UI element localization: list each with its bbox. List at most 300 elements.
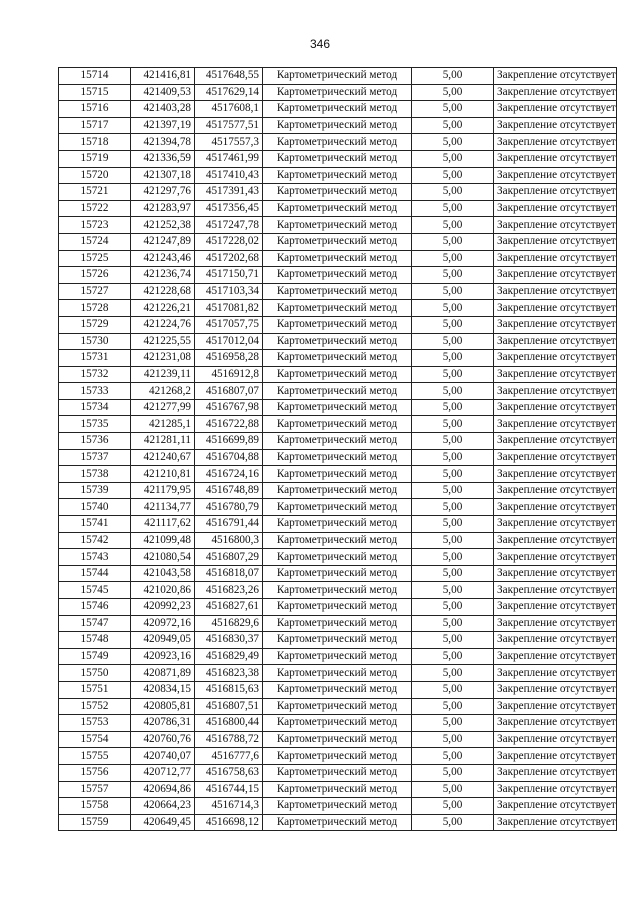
x-coordinate-cell: 421236,74 xyxy=(131,267,195,284)
accuracy-cell: 5,00 xyxy=(412,632,494,649)
point-number-cell: 15730 xyxy=(59,333,131,350)
accuracy-cell: 5,00 xyxy=(412,233,494,250)
table-row xyxy=(59,150,617,167)
y-coordinate-cell: 4516815,63 xyxy=(195,681,263,698)
x-coordinate-cell: 421224,76 xyxy=(131,316,195,333)
y-coordinate-cell: 4516818,07 xyxy=(195,565,263,582)
y-coordinate-cell: 4517461,99 xyxy=(195,150,263,167)
accuracy-cell: 5,00 xyxy=(412,748,494,765)
table-row xyxy=(59,68,617,85)
accuracy-cell: 5,00 xyxy=(412,383,494,400)
fixing-cell: Закрепление отсутствует xyxy=(494,333,617,350)
y-coordinate-cell: 4516788,72 xyxy=(195,731,263,748)
fixing-cell: Закрепление отсутствует xyxy=(494,366,617,383)
x-coordinate-cell: 421080,54 xyxy=(131,549,195,566)
table-row xyxy=(59,267,617,284)
accuracy-cell: 5,00 xyxy=(412,300,494,317)
table-row xyxy=(59,466,617,483)
x-coordinate-cell: 421247,89 xyxy=(131,233,195,250)
table-row xyxy=(59,499,617,516)
y-coordinate-cell: 4516829,49 xyxy=(195,648,263,665)
x-coordinate-cell: 421297,76 xyxy=(131,184,195,201)
point-number-cell: 15735 xyxy=(59,416,131,433)
accuracy-cell: 5,00 xyxy=(412,316,494,333)
fixing-cell: Закрепление отсутствует xyxy=(494,648,617,665)
accuracy-cell: 5,00 xyxy=(412,781,494,798)
y-coordinate-cell: 4516823,38 xyxy=(195,665,263,682)
accuracy-cell: 5,00 xyxy=(412,68,494,85)
point-number-cell: 15722 xyxy=(59,200,131,217)
accuracy-cell: 5,00 xyxy=(412,167,494,184)
point-number-cell: 15747 xyxy=(59,615,131,632)
method-cell: Картометрический метод xyxy=(263,499,412,516)
accuracy-cell: 5,00 xyxy=(412,731,494,748)
point-number-cell: 15721 xyxy=(59,184,131,201)
x-coordinate-cell: 421228,68 xyxy=(131,283,195,300)
y-coordinate-cell: 4516704,88 xyxy=(195,449,263,466)
method-cell: Картометрический метод xyxy=(263,167,412,184)
method-cell: Картометрический метод xyxy=(263,582,412,599)
fixing-cell: Закрепление отсутствует xyxy=(494,433,617,450)
accuracy-cell: 5,00 xyxy=(412,532,494,549)
fixing-cell: Закрепление отсутствует xyxy=(494,549,617,566)
accuracy-cell: 5,00 xyxy=(412,599,494,616)
method-cell: Картометрический метод xyxy=(263,200,412,217)
point-number-cell: 15725 xyxy=(59,250,131,267)
coordinates-table xyxy=(58,67,617,831)
table-row xyxy=(59,184,617,201)
x-coordinate-cell: 420740,07 xyxy=(131,748,195,765)
x-coordinate-cell: 420949,05 xyxy=(131,632,195,649)
fixing-cell: Закрепление отсутствует xyxy=(494,399,617,416)
table-row xyxy=(59,200,617,217)
point-number-cell: 15757 xyxy=(59,781,131,798)
point-number-cell: 15745 xyxy=(59,582,131,599)
method-cell: Картометрический метод xyxy=(263,350,412,367)
x-coordinate-cell: 420992,23 xyxy=(131,599,195,616)
method-cell: Картометрический метод xyxy=(263,715,412,732)
y-coordinate-cell: 4517247,78 xyxy=(195,217,263,234)
fixing-cell: Закрепление отсутствует xyxy=(494,748,617,765)
x-coordinate-cell: 421409,53 xyxy=(131,84,195,101)
method-cell: Картометрический метод xyxy=(263,615,412,632)
fixing-cell: Закрепление отсутствует xyxy=(494,516,617,533)
accuracy-cell: 5,00 xyxy=(412,101,494,118)
point-number-cell: 15723 xyxy=(59,217,131,234)
method-cell: Картометрический метод xyxy=(263,333,412,350)
fixing-cell: Закрепление отсутствует xyxy=(494,532,617,549)
x-coordinate-cell: 421277,99 xyxy=(131,399,195,416)
method-cell: Картометрический метод xyxy=(263,101,412,118)
point-number-cell: 15755 xyxy=(59,748,131,765)
point-number-cell: 15717 xyxy=(59,117,131,134)
point-number-cell: 15729 xyxy=(59,316,131,333)
x-coordinate-cell: 421394,78 xyxy=(131,134,195,151)
table-row xyxy=(59,731,617,748)
point-number-cell: 15759 xyxy=(59,814,131,831)
fixing-cell: Закрепление отсутствует xyxy=(494,582,617,599)
x-coordinate-cell: 421285,1 xyxy=(131,416,195,433)
table-row xyxy=(59,217,617,234)
y-coordinate-cell: 4516767,98 xyxy=(195,399,263,416)
table-row xyxy=(59,698,617,715)
method-cell: Картометрический метод xyxy=(263,217,412,234)
y-coordinate-cell: 4517103,34 xyxy=(195,283,263,300)
method-cell: Картометрический метод xyxy=(263,466,412,483)
accuracy-cell: 5,00 xyxy=(412,350,494,367)
method-cell: Картометрический метод xyxy=(263,814,412,831)
table-row xyxy=(59,84,617,101)
x-coordinate-cell: 421252,38 xyxy=(131,217,195,234)
accuracy-cell: 5,00 xyxy=(412,399,494,416)
x-coordinate-cell: 420786,31 xyxy=(131,715,195,732)
y-coordinate-cell: 4516830,37 xyxy=(195,632,263,649)
point-number-cell: 15719 xyxy=(59,150,131,167)
point-number-cell: 15718 xyxy=(59,134,131,151)
y-coordinate-cell: 4517057,75 xyxy=(195,316,263,333)
method-cell: Картометрический метод xyxy=(263,731,412,748)
y-coordinate-cell: 4516748,89 xyxy=(195,482,263,499)
method-cell: Картометрический метод xyxy=(263,267,412,284)
y-coordinate-cell: 4517356,45 xyxy=(195,200,263,217)
x-coordinate-cell: 421336,59 xyxy=(131,150,195,167)
point-number-cell: 15738 xyxy=(59,466,131,483)
x-coordinate-cell: 421283,97 xyxy=(131,200,195,217)
table-row xyxy=(59,516,617,533)
method-cell: Картометрический метод xyxy=(263,798,412,815)
x-coordinate-cell: 421243,46 xyxy=(131,250,195,267)
y-coordinate-cell: 4516724,16 xyxy=(195,466,263,483)
table-row xyxy=(59,383,617,400)
y-coordinate-cell: 4517577,51 xyxy=(195,117,263,134)
method-cell: Картометрический метод xyxy=(263,300,412,317)
accuracy-cell: 5,00 xyxy=(412,549,494,566)
table-row xyxy=(59,681,617,698)
y-coordinate-cell: 4516780,79 xyxy=(195,499,263,516)
x-coordinate-cell: 421210,81 xyxy=(131,466,195,483)
y-coordinate-cell: 4516807,51 xyxy=(195,698,263,715)
x-coordinate-cell: 421397,19 xyxy=(131,117,195,134)
accuracy-cell: 5,00 xyxy=(412,814,494,831)
fixing-cell: Закрепление отсутствует xyxy=(494,715,617,732)
method-cell: Картометрический метод xyxy=(263,781,412,798)
point-number-cell: 15743 xyxy=(59,549,131,566)
point-number-cell: 15720 xyxy=(59,167,131,184)
point-number-cell: 15752 xyxy=(59,698,131,715)
fixing-cell: Закрепление отсутствует xyxy=(494,150,617,167)
accuracy-cell: 5,00 xyxy=(412,250,494,267)
fixing-cell: Закрепление отсутствует xyxy=(494,615,617,632)
table-row xyxy=(59,399,617,416)
method-cell: Картометрический метод xyxy=(263,565,412,582)
method-cell: Картометрический метод xyxy=(263,150,412,167)
y-coordinate-cell: 4516777,6 xyxy=(195,748,263,765)
y-coordinate-cell: 4517012,04 xyxy=(195,333,263,350)
point-number-cell: 15748 xyxy=(59,632,131,649)
method-cell: Картометрический метод xyxy=(263,283,412,300)
method-cell: Картометрический метод xyxy=(263,764,412,781)
point-number-cell: 15750 xyxy=(59,665,131,682)
y-coordinate-cell: 4516807,07 xyxy=(195,383,263,400)
accuracy-cell: 5,00 xyxy=(412,681,494,698)
table-row xyxy=(59,648,617,665)
table-row xyxy=(59,366,617,383)
table-row xyxy=(59,333,617,350)
method-cell: Картометрический метод xyxy=(263,366,412,383)
x-coordinate-cell: 420760,76 xyxy=(131,731,195,748)
method-cell: Картометрический метод xyxy=(263,449,412,466)
point-number-cell: 15739 xyxy=(59,482,131,499)
point-number-cell: 15715 xyxy=(59,84,131,101)
point-number-cell: 15734 xyxy=(59,399,131,416)
table-row xyxy=(59,532,617,549)
accuracy-cell: 5,00 xyxy=(412,648,494,665)
x-coordinate-cell: 421020,86 xyxy=(131,582,195,599)
table-row xyxy=(59,416,617,433)
fixing-cell: Закрепление отсутствует xyxy=(494,101,617,118)
point-number-cell: 15728 xyxy=(59,300,131,317)
method-cell: Картометрический метод xyxy=(263,698,412,715)
x-coordinate-cell: 420664,23 xyxy=(131,798,195,815)
table-row xyxy=(59,117,617,134)
point-number-cell: 15742 xyxy=(59,532,131,549)
x-coordinate-cell: 420649,45 xyxy=(131,814,195,831)
method-cell: Картометрический метод xyxy=(263,316,412,333)
method-cell: Картометрический метод xyxy=(263,599,412,616)
fixing-cell: Закрепление отсутствует xyxy=(494,681,617,698)
method-cell: Картометрический метод xyxy=(263,549,412,566)
method-cell: Картометрический метод xyxy=(263,416,412,433)
method-cell: Картометрический метод xyxy=(263,134,412,151)
accuracy-cell: 5,00 xyxy=(412,665,494,682)
x-coordinate-cell: 421134,77 xyxy=(131,499,195,516)
method-cell: Картометрический метод xyxy=(263,117,412,134)
accuracy-cell: 5,00 xyxy=(412,565,494,582)
x-coordinate-cell: 420871,89 xyxy=(131,665,195,682)
accuracy-cell: 5,00 xyxy=(412,499,494,516)
method-cell: Картометрический метод xyxy=(263,84,412,101)
table-row xyxy=(59,764,617,781)
method-cell: Картометрический метод xyxy=(263,68,412,85)
fixing-cell: Закрепление отсутствует xyxy=(494,283,617,300)
y-coordinate-cell: 4517557,3 xyxy=(195,134,263,151)
y-coordinate-cell: 4517648,55 xyxy=(195,68,263,85)
table-row xyxy=(59,549,617,566)
fixing-cell: Закрепление отсутствует xyxy=(494,632,617,649)
y-coordinate-cell: 4517391,43 xyxy=(195,184,263,201)
method-cell: Картометрический метод xyxy=(263,482,412,499)
table-row xyxy=(59,565,617,582)
accuracy-cell: 5,00 xyxy=(412,200,494,217)
x-coordinate-cell: 420834,15 xyxy=(131,681,195,698)
y-coordinate-cell: 4517608,1 xyxy=(195,101,263,118)
table-row xyxy=(59,665,617,682)
fixing-cell: Закрепление отсутствует xyxy=(494,499,617,516)
accuracy-cell: 5,00 xyxy=(412,184,494,201)
point-number-cell: 15716 xyxy=(59,101,131,118)
fixing-cell: Закрепление отсутствует xyxy=(494,184,617,201)
method-cell: Картометрический метод xyxy=(263,648,412,665)
method-cell: Картометрический метод xyxy=(263,399,412,416)
table-row xyxy=(59,814,617,831)
table-row xyxy=(59,798,617,815)
accuracy-cell: 5,00 xyxy=(412,117,494,134)
fixing-cell: Закрепление отсутствует xyxy=(494,698,617,715)
accuracy-cell: 5,00 xyxy=(412,715,494,732)
point-number-cell: 15732 xyxy=(59,366,131,383)
x-coordinate-cell: 421240,67 xyxy=(131,449,195,466)
point-number-cell: 15753 xyxy=(59,715,131,732)
x-coordinate-cell: 421179,95 xyxy=(131,482,195,499)
fixing-cell: Закрепление отсутствует xyxy=(494,117,617,134)
y-coordinate-cell: 4517202,68 xyxy=(195,250,263,267)
accuracy-cell: 5,00 xyxy=(412,615,494,632)
point-number-cell: 15756 xyxy=(59,764,131,781)
y-coordinate-cell: 4516722,88 xyxy=(195,416,263,433)
point-number-cell: 15733 xyxy=(59,383,131,400)
x-coordinate-cell: 420805,81 xyxy=(131,698,195,715)
table-row xyxy=(59,599,617,616)
fixing-cell: Закрепление отсутствует xyxy=(494,482,617,499)
y-coordinate-cell: 4516698,12 xyxy=(195,814,263,831)
accuracy-cell: 5,00 xyxy=(412,582,494,599)
fixing-cell: Закрепление отсутствует xyxy=(494,84,617,101)
y-coordinate-cell: 4516791,44 xyxy=(195,516,263,533)
accuracy-cell: 5,00 xyxy=(412,516,494,533)
method-cell: Картометрический метод xyxy=(263,250,412,267)
method-cell: Картометрический метод xyxy=(263,383,412,400)
table-row xyxy=(59,582,617,599)
point-number-cell: 15726 xyxy=(59,267,131,284)
accuracy-cell: 5,00 xyxy=(412,798,494,815)
table-row xyxy=(59,748,617,765)
fixing-cell: Закрепление отсутствует xyxy=(494,267,617,284)
table-row xyxy=(59,632,617,649)
fixing-cell: Закрепление отсутствует xyxy=(494,764,617,781)
y-coordinate-cell: 4516912,8 xyxy=(195,366,263,383)
fixing-cell: Закрепление отсутствует xyxy=(494,350,617,367)
fixing-cell: Закрепление отсутствует xyxy=(494,233,617,250)
fixing-cell: Закрепление отсутствует xyxy=(494,383,617,400)
method-cell: Картометрический метод xyxy=(263,681,412,698)
y-coordinate-cell: 4516800,3 xyxy=(195,532,263,549)
method-cell: Картометрический метод xyxy=(263,233,412,250)
table-row xyxy=(59,433,617,450)
page-number: 346 xyxy=(309,37,331,51)
x-coordinate-cell: 421231,08 xyxy=(131,350,195,367)
y-coordinate-cell: 4516807,29 xyxy=(195,549,263,566)
table-row xyxy=(59,101,617,118)
y-coordinate-cell: 4517081,82 xyxy=(195,300,263,317)
y-coordinate-cell: 4516699,89 xyxy=(195,433,263,450)
x-coordinate-cell: 421416,81 xyxy=(131,68,195,85)
method-cell: Картометрический метод xyxy=(263,632,412,649)
method-cell: Картометрический метод xyxy=(263,516,412,533)
method-cell: Картометрический метод xyxy=(263,184,412,201)
accuracy-cell: 5,00 xyxy=(412,416,494,433)
y-coordinate-cell: 4517629,14 xyxy=(195,84,263,101)
method-cell: Картометрический метод xyxy=(263,433,412,450)
fixing-cell: Закрепление отсутствует xyxy=(494,416,617,433)
fixing-cell: Закрепление отсутствует xyxy=(494,167,617,184)
x-coordinate-cell: 421225,55 xyxy=(131,333,195,350)
fixing-cell: Закрепление отсутствует xyxy=(494,781,617,798)
accuracy-cell: 5,00 xyxy=(412,433,494,450)
table-row xyxy=(59,233,617,250)
fixing-cell: Закрепление отсутствует xyxy=(494,731,617,748)
fixing-cell: Закрепление отсутствует xyxy=(494,68,617,85)
point-number-cell: 15724 xyxy=(59,233,131,250)
fixing-cell: Закрепление отсутствует xyxy=(494,565,617,582)
x-coordinate-cell: 421268,2 xyxy=(131,383,195,400)
y-coordinate-cell: 4516758,63 xyxy=(195,764,263,781)
table-row xyxy=(59,250,617,267)
x-coordinate-cell: 421099,48 xyxy=(131,532,195,549)
table-row xyxy=(59,350,617,367)
x-coordinate-cell: 420694,86 xyxy=(131,781,195,798)
point-number-cell: 15744 xyxy=(59,565,131,582)
point-number-cell: 15737 xyxy=(59,449,131,466)
x-coordinate-cell: 421403,28 xyxy=(131,101,195,118)
fixing-cell: Закрепление отсутствует xyxy=(494,449,617,466)
accuracy-cell: 5,00 xyxy=(412,150,494,167)
x-coordinate-cell: 421226,21 xyxy=(131,300,195,317)
y-coordinate-cell: 4517150,71 xyxy=(195,267,263,284)
x-coordinate-cell: 421307,18 xyxy=(131,167,195,184)
accuracy-cell: 5,00 xyxy=(412,283,494,300)
x-coordinate-cell: 421117,62 xyxy=(131,516,195,533)
y-coordinate-cell: 4516829,6 xyxy=(195,615,263,632)
x-coordinate-cell: 421281,11 xyxy=(131,433,195,450)
point-number-cell: 15714 xyxy=(59,68,131,85)
table-row xyxy=(59,482,617,499)
point-number-cell: 15751 xyxy=(59,681,131,698)
accuracy-cell: 5,00 xyxy=(412,482,494,499)
y-coordinate-cell: 4516958,28 xyxy=(195,350,263,367)
fixing-cell: Закрепление отсутствует xyxy=(494,300,617,317)
fixing-cell: Закрепление отсутствует xyxy=(494,217,617,234)
method-cell: Картометрический метод xyxy=(263,532,412,549)
x-coordinate-cell: 421239,11 xyxy=(131,366,195,383)
accuracy-cell: 5,00 xyxy=(412,764,494,781)
y-coordinate-cell: 4516744,15 xyxy=(195,781,263,798)
y-coordinate-cell: 4517410,43 xyxy=(195,167,263,184)
point-number-cell: 15749 xyxy=(59,648,131,665)
table-row xyxy=(59,134,617,151)
fixing-cell: Закрепление отсутствует xyxy=(494,665,617,682)
point-number-cell: 15758 xyxy=(59,798,131,815)
table-row xyxy=(59,615,617,632)
y-coordinate-cell: 4516827,61 xyxy=(195,599,263,616)
y-coordinate-cell: 4516823,26 xyxy=(195,582,263,599)
fixing-cell: Закрепление отсутствует xyxy=(494,599,617,616)
accuracy-cell: 5,00 xyxy=(412,449,494,466)
fixing-cell: Закрепление отсутствует xyxy=(494,200,617,217)
point-number-cell: 15736 xyxy=(59,433,131,450)
method-cell: Картометрический метод xyxy=(263,665,412,682)
point-number-cell: 15746 xyxy=(59,599,131,616)
table-row xyxy=(59,283,617,300)
accuracy-cell: 5,00 xyxy=(412,698,494,715)
accuracy-cell: 5,00 xyxy=(412,84,494,101)
fixing-cell: Закрепление отсутствует xyxy=(494,798,617,815)
point-number-cell: 15754 xyxy=(59,731,131,748)
fixing-cell: Закрепление отсутствует xyxy=(494,466,617,483)
table-row xyxy=(59,715,617,732)
accuracy-cell: 5,00 xyxy=(412,134,494,151)
y-coordinate-cell: 4516714,3 xyxy=(195,798,263,815)
table-row xyxy=(59,781,617,798)
